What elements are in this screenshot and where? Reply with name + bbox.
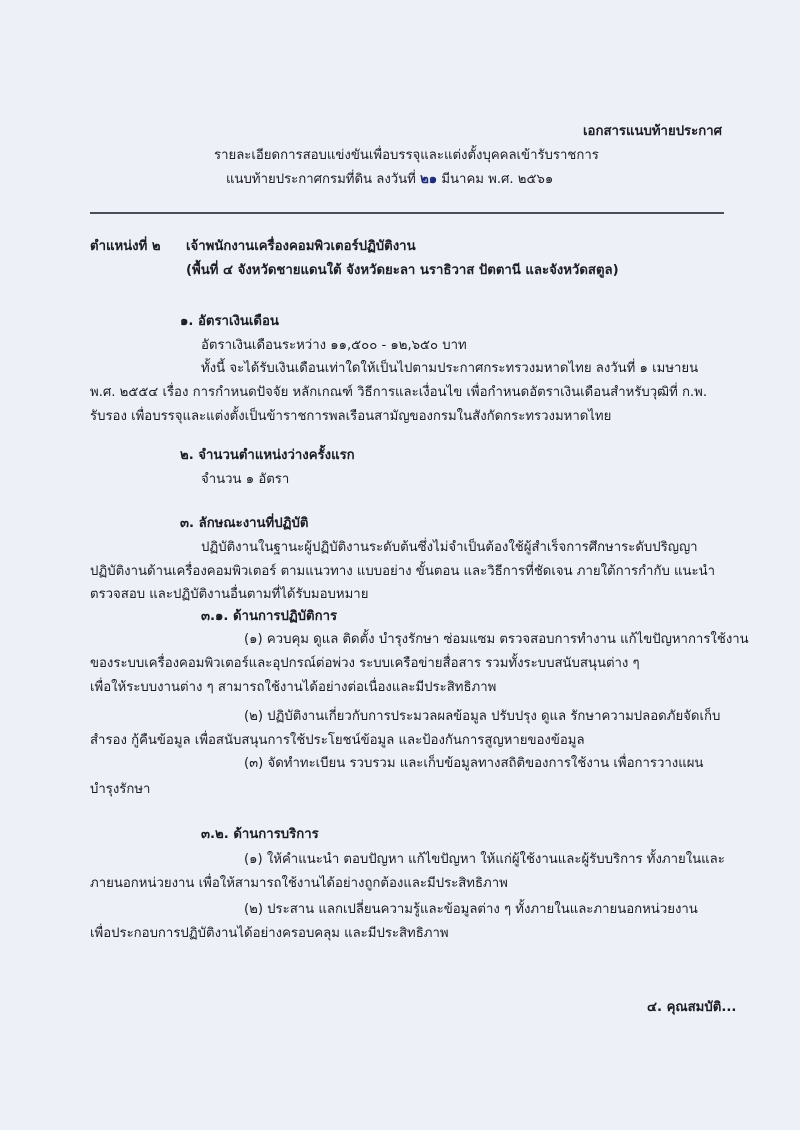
vacancies-heading: ๒. จำนวนตำแหน่งว่างครั้งแรก [180,448,355,463]
operations-item-2: (๒) ปฏิบัติงานเกี่ยวกับการประมวลผลข้อมูล ปรับปรุง ดูแล รักษาความปลอดภัยจัดเก็บ [244,709,721,724]
announcement-reference [226,169,553,191]
attachment-label: เอกสารแนบท้ายประกาศ [583,124,722,139]
salary-heading: ๑. อัตราเงินเดือน [180,314,279,329]
duties-intro-line: ปฏิบัติงานด้านเครื่องคอมพิวเตอร์ ตามแนวทาง แบบอย่าง ขั้นตอน และวิธีการที่ชัดเจน ภายใต้การกำกับ แนะนำ [90,564,716,579]
services-item-1-cont: ภายนอกหน่วยงาน เพื่อให้สามารถใช้งานได้อย่างถูกต้องและมีประสิทธิภาพ [90,876,508,891]
salary-range: อัตราเงินเดือนระหว่าง ๑๑,๕๐๐ - ๑๒,๖๕๐ บาท [201,338,467,353]
services-item-2-cont: เพื่อประกอบการปฏิบัติงานได้อย่างครอบคลุม และมีประสิทธิภาพ [90,926,449,941]
services-item-1: (๑) ให้คำแนะนำ ตอบปัญหา แก้ไขปัญหา ให้แก่ผู้ใช้งานและผู้รับบริการ ทั้งภายในและ [244,852,725,867]
salary-note-line: รับรอง เพื่อบรรจุและแต่งตั้งเป็นข้าราชการพลเรือนสามัญของกรมในสังกัดกระทรวงมหาดไทย [90,409,612,424]
position-label: ตำแหน่งที่ ๒ [90,239,161,254]
operations-item-3: (๓) จัดทำทะเบียน รวบรวม และเก็บข้อมูลทางสถิติของการใช้งาน เพื่อการวางแผน [244,756,704,771]
operations-item-1-cont: เพื่อให้ระบบงานต่าง ๆ สามารถใช้งานได้อย่างต่อเนื่องและมีประสิทธิภาพ [90,680,497,695]
operations-item-1-cont: ของระบบเครื่องคอมพิวเตอร์และอุปกรณ์ต่อพ่วง ระบบเครือข่ายสื่อสาร รวมทั้งระบบสนับสนุนต่าง ๆ [90,656,640,671]
continued-next-page: ๔. คุณสมบัติ... [647,1000,737,1015]
document-subtitle: รายละเอียดการสอบแข่งขันเพื่อบรรจุและแต่งตั้งบุคคลเข้ารับราชการ [214,148,599,163]
operations-item-1: (๑) ควบคุม ดูแล ติดตั้ง บำรุงรักษา ซ่อมแซม ตรวจสอบการทำงาน แก้ไขปัญหาการใช้งาน [244,632,749,647]
announcement-prefix: แนบท้ายประกาศกรมที่ดิน ลงวันที่ [226,172,421,187]
salary-note-line: พ.ศ. ๒๕๕๔ เรื่อง การกำหนดปัจจัย หลักเกณฑ์ วิธีการและเงื่อนไข เพื่อกำหนดอัตราเงินเดือนสำหรับวุฒิที่ ก.พ. [90,385,708,400]
announcement-day: ๒๑ [420,172,438,187]
position-area: (พื้นที่ ๔ จังหวัดชายแดนใต้ จังหวัดยะลา นราธิวาส ปัตตานี และจังหวัดสตูล) [186,263,619,278]
duties-heading: ๓. ลักษณะงานที่ปฏิบัติ [180,516,309,531]
operations-item-3-cont: บำรุงรักษา [90,782,151,797]
services-heading: ๓.๒. ด้านการบริการ [201,827,319,842]
services-item-2: (๒) ประสาน แลกเปลี่ยนความรู้และข้อมูลต่าง ๆ ทั้งภายในและภายนอกหน่วยงาน [244,902,698,917]
announcement-month-year: มีนาคม พ.ศ. ๒๕๖๑ [437,172,554,187]
vacancies-count: จำนวน ๑ อัตรา [201,472,290,487]
operations-heading: ๓.๑. ด้านการปฏิบัติการ [201,609,338,624]
operations-item-2-cont: สำรอง กู้คืนข้อมูล เพื่อสนับสนุนการใช้ประโยชน์ข้อมูล และป้องกันการสูญหายของข้อมูล [90,733,585,748]
duties-intro-line: ปฏิบัติงานในฐานะผู้ปฏิบัติงานระดับต้นซึ่งไม่จำเป็นต้องใช้ผู้สำเร็จการศึกษาระดับปริญญา [201,540,698,555]
header-divider [90,212,724,214]
position-title: เจ้าพนักงานเครื่องคอมพิวเตอร์ปฏิบัติงาน [186,239,416,254]
salary-note-line: ทั้งนี้ จะได้รับเงินเดือนเท่าใดให้เป็นไปตามประกาศกระทรวงมหาดไทย ลงวันที่ ๑ เมษายน [201,361,699,376]
duties-intro-line: ตรวจสอบ และปฏิบัติงานอื่นตามที่ได้รับมอบหมาย [90,587,369,602]
